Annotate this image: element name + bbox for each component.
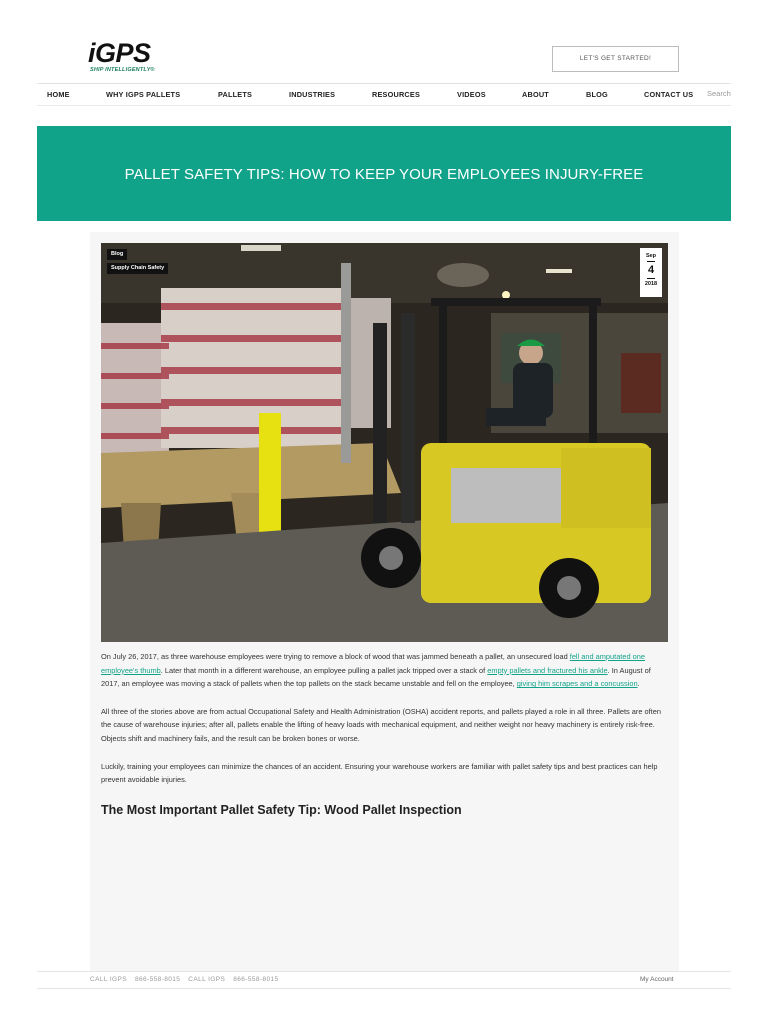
nav-item-about[interactable]: ABOUT — [522, 90, 549, 99]
footer-phone-link[interactable]: 866-558-8015 — [134, 976, 181, 983]
tag-supply-chain-safety[interactable]: Supply Chain Safety — [107, 263, 168, 274]
paragraph-text: . In August of 2017, an employee was moving a stack of pallets when the top pallets on the stack became unstable and fell on the employee, — [101, 665, 651, 689]
paragraph-text: . Later that month in a different warehouse, an employee pulling a pallet jack tripped over a stack of — [160, 665, 488, 675]
post-date-month: Sep — [645, 253, 657, 259]
nav-item-why-igps-pallets[interactable]: WHY IGPS PALLETS — [106, 90, 181, 99]
article-paragraph-3: Luckily, training your employees can minimize the chances of an accident. Ensuring your warehouse workers are familiar with pallet safety tips and best practices can help prevent avoidable injuries. — [101, 761, 658, 785]
footer-call-label: CALL IGPS — [90, 976, 127, 983]
page-title-banner — [37, 126, 731, 221]
hero-image-forklift — [101, 243, 668, 642]
post-date-day: 4 — [647, 264, 655, 276]
paragraph-text: On July 26, 2017, as three warehouse employees were trying to remove a block of wood that was jammed beneath a pallet, an unsecured load — [101, 652, 570, 661]
search-input[interactable]: Search — [707, 89, 731, 98]
nav-item-industries[interactable]: INDUSTRIES — [289, 90, 336, 99]
nav-item-contact-us[interactable]: CONTACT US — [644, 90, 694, 99]
footer-contact — [90, 976, 287, 983]
section-heading: The Most Important Pallet Safety Tip: Wood Pallet Inspection — [101, 802, 462, 817]
date-divider — [647, 261, 655, 262]
nav-item-videos[interactable]: VIDEOS — [457, 90, 486, 99]
footer-call-label: CALL IGPS — [188, 976, 226, 983]
tag-blog[interactable]: Blog — [107, 249, 127, 260]
logo-tagline: SHIP INTELLIGENTLY® — [90, 67, 155, 73]
article-paragraph-2: All three of the stories above are from actual Occupational Safety and Health Administration (OSHA) accident reports, and pallets played a role in all three. Pallets are often the cause of warehouse injuries; after all, pallets enable the lifting of heavy loads with mechanical equipment, and neither weight nor heavy machinery is entirely risk-free. Objects shift and machinery fails, and the result can be broken bones or worse. — [101, 706, 661, 743]
logo-wordmark: iGPS — [88, 38, 151, 68]
footer-phone-link[interactable]: 866-558-8015 — [233, 976, 279, 983]
main-nav — [37, 84, 731, 105]
page-title: PALLET SAFETY TIPS: HOW TO KEEP YOUR EMPLOYEES INJURY-FREE — [124, 166, 644, 183]
post-date-year: 2018 — [644, 281, 658, 287]
forklift-illustration — [101, 243, 668, 642]
paragraph-text: . — [637, 679, 640, 689]
link-fractured-ankle[interactable]: empty pallets and fractured his ankle — [487, 665, 608, 675]
post-date-badge — [640, 248, 662, 297]
nav-item-pallets[interactable]: PALLETS — [218, 90, 253, 99]
nav-item-home[interactable]: HOME — [47, 90, 70, 99]
igps-logo[interactable] — [88, 38, 178, 80]
nav-divider-bottom — [37, 105, 731, 106]
link-amputated-thumb[interactable]: fell and amputated one employee's thumb — [101, 652, 645, 675]
article-paragraph-1 — [101, 650, 668, 691]
article-body — [101, 650, 668, 819]
nav-item-resources[interactable]: RESOURCES — [372, 90, 421, 99]
footer-divider-bottom — [37, 988, 731, 989]
link-scrapes-concussion[interactable]: giving him scrapes and a concussion — [516, 679, 638, 689]
my-account-link[interactable]: My Account — [640, 976, 674, 983]
get-started-button[interactable]: LET'S GET STARTED! — [552, 46, 679, 72]
date-divider — [647, 278, 655, 279]
nav-item-blog[interactable]: BLOG — [586, 90, 608, 99]
footer-divider-top — [37, 971, 731, 972]
